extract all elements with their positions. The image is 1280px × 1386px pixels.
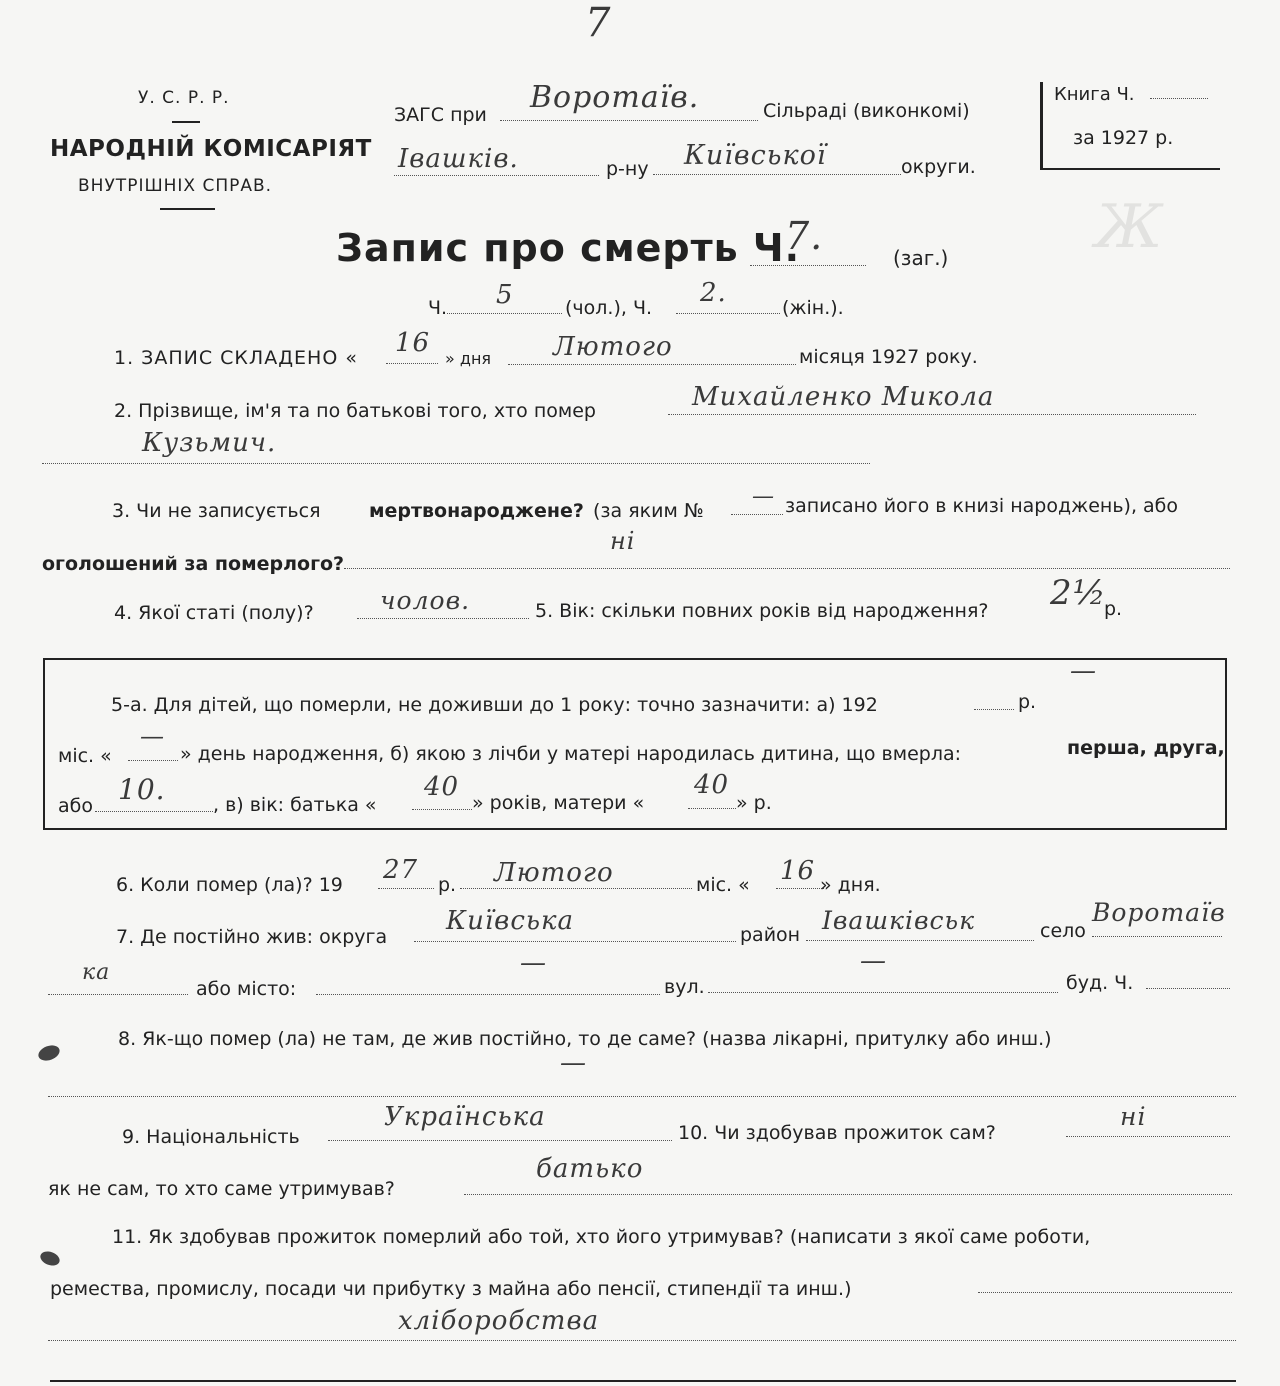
female-number-hw: 2. (700, 278, 727, 308)
q10-hw: ні (1120, 1102, 1147, 1131)
q3-declared: оголошений за померлого? (42, 553, 345, 575)
q10-field (1066, 1136, 1230, 1137)
q6-day-hw: 16 (780, 856, 816, 886)
q5a-line1-end: р. (1018, 691, 1037, 713)
q5a-line3-end: » р. (736, 792, 772, 814)
state-abbreviation: У. С. Р. Р. (138, 88, 230, 108)
book-box-left-border (1040, 82, 1043, 170)
q2-name-field (668, 414, 1196, 415)
q5a-year-field (974, 709, 1014, 710)
q5a-father-hw: 40 (424, 772, 460, 802)
q2-label: 2. Прізвище, ім'я та по батькові того, хто помер (114, 400, 596, 422)
q5-age-label: 5. Вік: скільки повних років від народження? (535, 600, 989, 622)
q11-line1: 11. Як здобував прожиток померлий або той, хто його утримував? (написати з якої саме роботи, (112, 1226, 1091, 1248)
q3-number-field (731, 514, 783, 515)
q9-label: 9. Національність (122, 1126, 300, 1148)
ink-blot-mark (36, 1043, 61, 1064)
q11-answer-field (48, 1340, 1236, 1341)
q5a-month-field (128, 760, 178, 761)
q7-okruha-field (414, 941, 736, 942)
q7-city-hw: — (520, 948, 547, 978)
zags-district-field (394, 175, 599, 176)
q3-answer-hw: ні (610, 527, 636, 555)
q3-stillborn: мертвонароджене? (369, 500, 584, 522)
record-number-field (750, 265, 866, 266)
q3-answer-field (344, 568, 1230, 569)
q6-month-hw: Лютого (494, 858, 614, 888)
q6-year-hw: 27 (383, 855, 419, 885)
zags-village-field (500, 120, 758, 121)
zags-district-label: р-ну (606, 158, 649, 180)
q5a-year-hw: — (1070, 656, 1097, 686)
q8-label: 8. Як-що помер (ла) не там, де жив постійно, то де саме? (назва лікарні, притулку або инш.) (118, 1028, 1052, 1050)
q1-month-field (508, 364, 796, 365)
record-number-hw: 7. (785, 214, 824, 258)
q7-street-hw: — (860, 946, 887, 976)
q10b-label: як не сам, то хто саме утримував? (48, 1178, 395, 1200)
q1-mid: » дня (445, 349, 492, 368)
q5a-line1: 5-а. Для дітей, що померли, не доживши до 1 року: точно зазначити: а) 192 (111, 694, 878, 716)
q11-line2: ремества, промислу, посади чи прибутку з майна або пенсії, стипендії та инш.) (50, 1278, 852, 1300)
book-year: за 1927 р. (1073, 127, 1174, 149)
q6-year-field (378, 888, 434, 889)
q5a-line3-start: або (58, 795, 93, 817)
q7-house-field (1146, 988, 1230, 989)
male-number-label: (чол.), Ч. (565, 297, 653, 319)
q2-name-hw: Михайленко Микола (692, 382, 995, 412)
q3-mid: (за яким № (593, 500, 704, 522)
q6-mid: р. (438, 874, 457, 896)
q7-district-label: район (740, 924, 801, 946)
q1-day-field (386, 363, 438, 364)
q5a-line2-start: міс. « (58, 745, 112, 767)
q4-sex-field (357, 618, 529, 619)
header-divider-2 (160, 208, 215, 210)
faint-stamp-mark: Ж (1095, 192, 1163, 262)
q5a-line3-mid2: » років, матери « (472, 792, 645, 814)
q7-house-label: буд. Ч. (1066, 972, 1134, 994)
q5-age-hw: 2½ (1050, 573, 1107, 613)
book-label: Книга Ч. (1054, 84, 1135, 105)
q7-okruha-hw: Київська (446, 906, 575, 936)
q7-village-hw: Воротаїв (1092, 898, 1226, 927)
q7-street-field (708, 992, 1058, 993)
q11-line2-field (978, 1292, 1232, 1293)
q7-city-label: або місто: (196, 978, 297, 1000)
q3-label: 3. Чи не записується (112, 500, 321, 522)
q5a-order-hw: 10. (118, 773, 166, 806)
q7-street-label: вул. (664, 976, 705, 998)
department-title: ВНУТРІШНІХ СПРАВ. (78, 176, 273, 196)
q7-label: 7. Де постійно жив: округа (116, 926, 388, 948)
q10b-field (464, 1194, 1232, 1195)
commissariat-title: НАРОДНІЙ КОМІСАРІЯТ (50, 136, 372, 162)
q6-label: 6. Коли помер (ла)? 19 (116, 874, 343, 896)
q10b-hw: батько (536, 1154, 644, 1184)
q5a-line3-mid: , в) вік: батька « (213, 794, 377, 816)
zags-okruha-field (653, 174, 901, 175)
q2-patronymic-hw: Кузьмич. (142, 428, 277, 458)
male-number-field (447, 313, 562, 314)
q10-label: 10. Чи здобував прожиток сам? (678, 1122, 996, 1144)
q6-day-field (776, 888, 824, 889)
zags-suffix: Сільраді (виконкомі) (763, 100, 970, 122)
q5a-order-field (95, 811, 213, 812)
zags-prefix: ЗАГС при (394, 104, 487, 126)
q5a-mother-hw: 40 (694, 770, 730, 800)
zags-village-hw: Воротаїв. (530, 80, 700, 115)
q6-end: » дня. (820, 874, 881, 896)
q8-answer-hw: — (560, 1048, 587, 1078)
q1-label: 1. ЗАПИС СКЛАДЕНО « (114, 347, 358, 369)
record-title-suffix: (заг.) (893, 246, 949, 270)
q5a-month-hw: — (140, 722, 165, 750)
female-number-field (676, 313, 780, 314)
book-number-field (1150, 98, 1208, 99)
q5-age-unit: р. (1104, 598, 1123, 620)
female-number-label: (жін.). (782, 297, 844, 319)
q5a-father-field (412, 809, 472, 810)
q9-nationality-hw: Українська (384, 1102, 546, 1132)
q2-continuation-field (42, 463, 870, 464)
q1-day-hw: 16 (395, 328, 431, 358)
zags-district-hw: Івашків. (398, 144, 519, 174)
book-box-bottom-border (1040, 168, 1220, 170)
q1-end: місяця 1927 року. (799, 346, 978, 368)
q5a-first-second: перша, друга, (1067, 737, 1225, 759)
q9-nationality-field (328, 1140, 672, 1141)
q7-village-hw-cont: ка (82, 960, 111, 985)
header-divider (172, 121, 200, 123)
q3-end: записано його в книзі народжень), або (785, 495, 1179, 517)
q11-answer-hw: хліборобства (398, 1306, 600, 1336)
q6-month-field (460, 888, 692, 889)
q1-month-hw: Лютого (553, 332, 673, 362)
q7-village-label: село (1040, 920, 1086, 942)
top-number-mark: 7 (585, 0, 612, 46)
q7-district-field (806, 940, 1034, 941)
male-number-prefix: Ч. (428, 297, 448, 319)
q8-answer-field (48, 1096, 1236, 1097)
q7-village-cont-field (48, 994, 188, 995)
q6-mid2: міс. « (696, 874, 750, 896)
record-title: Запис про смерть Ч. (336, 226, 801, 270)
q4-label: 4. Якої статі (полу)? (114, 602, 314, 624)
q7-village-field (1092, 936, 1222, 937)
q7-district-hw: Івашківськ (822, 906, 976, 935)
q3-number-hw: — (752, 484, 775, 509)
q5a-line2-mid: » день народження, б) якою з лічби у матері народилась дитина, що вмерла: (180, 743, 962, 765)
zags-okruha-hw: Київської (684, 140, 827, 171)
bottom-rule (50, 1380, 1236, 1382)
ink-blot-mark-2 (38, 1249, 61, 1268)
q5a-mother-field (688, 808, 736, 809)
q4-sex-hw: чолов. (380, 586, 471, 615)
q7-city-field (316, 994, 660, 995)
male-number-hw: 5 (496, 280, 514, 310)
zags-okruha-label: округи. (901, 156, 976, 178)
